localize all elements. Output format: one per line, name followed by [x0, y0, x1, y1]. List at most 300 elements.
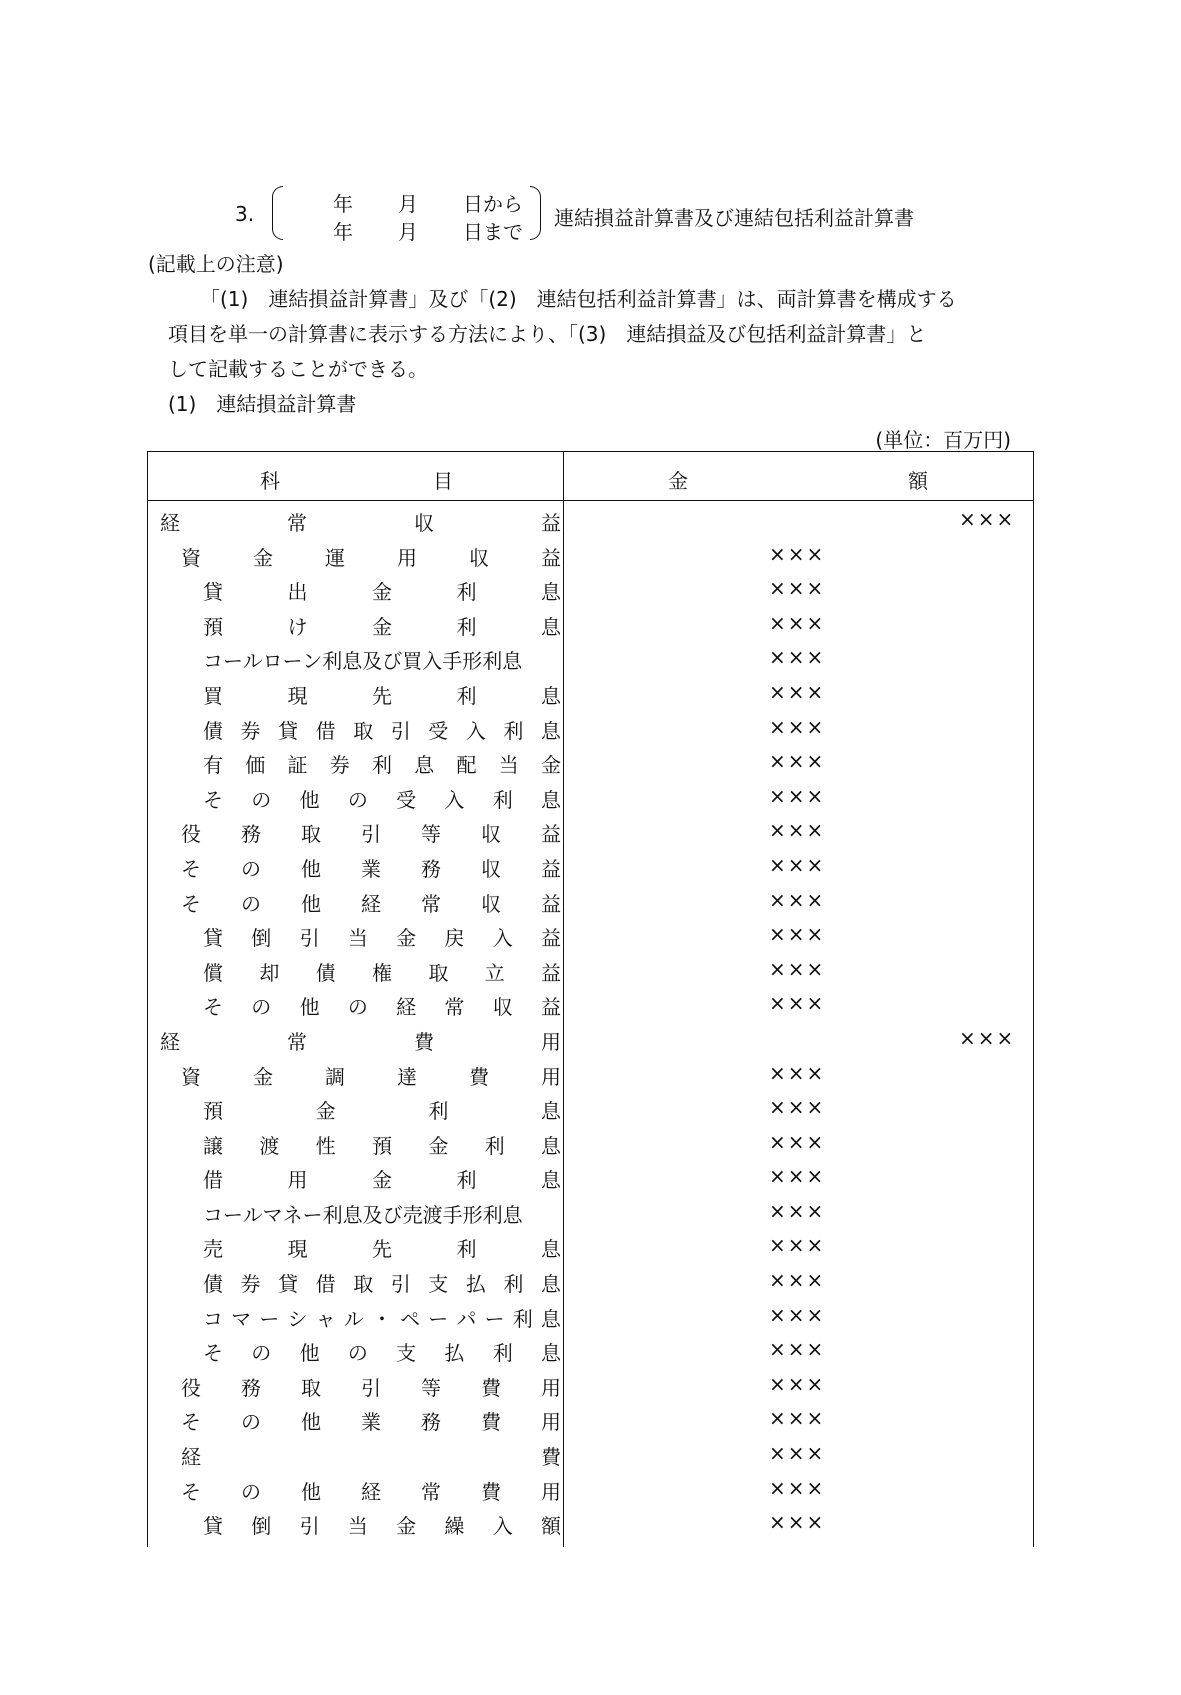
row-label-text: コールローン利息及び買入手形利息 [203, 649, 523, 674]
table-body [148, 504, 1033, 1542]
row-label-char: 費 [469, 1064, 489, 1089]
row-label-char: 額 [540, 1514, 561, 1539]
period-from-month: 月 [398, 192, 418, 216]
row-label-char: そ [181, 891, 201, 916]
row-label-char: 用 [397, 545, 417, 570]
row-label-char: 息 [540, 1133, 561, 1158]
row-label-char: 常 [421, 891, 441, 916]
row-label-char: 益 [540, 995, 561, 1020]
table-row [148, 1230, 1033, 1265]
table-row [148, 919, 1033, 954]
row-amount-detail: ××× [769, 1164, 826, 1189]
row-label-char: 引 [361, 822, 381, 847]
row-label [181, 818, 561, 847]
row-label-char: 取 [353, 1272, 374, 1297]
row-amount-detail: ××× [769, 852, 826, 877]
row-label-char: 取 [301, 822, 321, 847]
row-label-char: 債 [315, 960, 336, 985]
row-label-char: 金 [396, 1514, 417, 1539]
row-label [203, 1510, 561, 1539]
notes-line-1: 「(1) 連結損益計算書」及び「(2) 連結包括利益計算書」は、両計算書を構成する [200, 287, 957, 311]
row-label-char: 利 [456, 1237, 477, 1262]
row-label [203, 611, 561, 640]
row-label-char: 金 [428, 1133, 449, 1158]
row-label-char: 達 [397, 1064, 417, 1089]
row-label-char: 支 [396, 1341, 417, 1366]
table-row [148, 1161, 1033, 1196]
row-label-char: 取 [301, 1375, 321, 1400]
table-row [148, 504, 1033, 539]
row-amount-detail: ××× [769, 1337, 826, 1362]
header-amount-1: 金 [668, 469, 688, 493]
row-label-char: 利 [428, 1099, 449, 1124]
row-label-char: 調 [325, 1064, 345, 1089]
row-label-char: の [251, 787, 272, 812]
table-row [148, 746, 1033, 781]
row-label-char: 益 [541, 822, 561, 847]
row-label-char: 引 [299, 1514, 320, 1539]
row-label-char: 他 [299, 787, 320, 812]
row-label-char: の [347, 995, 368, 1020]
row-label-char: 息 [540, 1099, 561, 1124]
row-label-char: 利 [512, 1306, 533, 1331]
row-label-char: 預 [203, 1099, 223, 1124]
row-label-char: 等 [421, 1375, 441, 1400]
row-label-char: 金 [253, 545, 273, 570]
row-label-char: 現 [287, 683, 308, 708]
row-label-char: 収 [492, 995, 513, 1020]
row-label-char: 支 [428, 1272, 449, 1297]
table-row [148, 1127, 1033, 1162]
table-row [148, 1507, 1033, 1542]
row-label-char: 益 [541, 545, 561, 570]
row-label-char: 売 [203, 1237, 223, 1262]
row-label [203, 1337, 561, 1366]
row-label-char: け [287, 614, 308, 639]
row-label-char: パ [456, 1306, 477, 1331]
row-label-char: 等 [421, 822, 441, 847]
row-amount-detail: ××× [769, 1441, 826, 1466]
row-label [181, 1406, 561, 1435]
period-from-row [288, 188, 533, 214]
row-label-char: 価 [245, 753, 266, 778]
unit-label: (単位：百万円) [875, 428, 1011, 452]
row-label [181, 853, 561, 882]
row-label-char: 利 [456, 1168, 477, 1193]
row-label-char: 払 [465, 1272, 486, 1297]
row-label-char: 息 [541, 1237, 561, 1262]
row-label-char: 他 [299, 995, 320, 1020]
row-label-char: 証 [287, 753, 308, 778]
row-label-char: そ [181, 1410, 201, 1435]
row-label-char: 債 [203, 1272, 223, 1297]
row-label-char: 益 [541, 511, 561, 535]
document-title: 連結損益計算書及び連結包括利益計算書 [554, 206, 914, 230]
row-label-char: の [241, 1479, 261, 1504]
row-amount-detail: ××× [769, 714, 826, 739]
income-statement-table [147, 451, 1034, 1547]
row-label-char: 利 [456, 683, 477, 708]
row-label-char: ル [343, 1306, 364, 1331]
row-label-char: 息 [541, 580, 561, 605]
row-label-char: 息 [414, 753, 435, 778]
row-amount-detail: ××× [769, 818, 826, 843]
row-amount-detail: ××× [769, 1233, 826, 1258]
row-label-char: 収 [481, 856, 501, 881]
notes-heading: (記載上の注意) [148, 252, 284, 276]
period-from-year: 年 [333, 192, 353, 216]
row-label [203, 991, 561, 1020]
table-row [148, 885, 1033, 920]
row-label-char: 経 [396, 995, 417, 1020]
row-label-char: 倒 [251, 1514, 272, 1539]
row-label-char: 役 [181, 1375, 201, 1400]
row-label-char: 他 [301, 891, 321, 916]
row-label-char: 用 [541, 1410, 561, 1435]
row-label-char: 業 [361, 1410, 381, 1435]
row-label [203, 922, 561, 951]
row-label-char: 常 [287, 511, 307, 535]
row-label [160, 1026, 561, 1055]
row-label [203, 715, 561, 744]
row-label-char: 金 [315, 1099, 336, 1124]
row-label-char: 用 [541, 1029, 561, 1054]
row-label-char: 務 [241, 1375, 261, 1400]
row-label-char: 用 [541, 1064, 561, 1089]
row-label [181, 1441, 561, 1470]
row-label-char: 息 [540, 1306, 561, 1331]
row-label-char: の [347, 787, 368, 812]
row-label-char: 他 [301, 1410, 321, 1435]
period-from-day: 日から [463, 192, 523, 216]
row-amount-detail: ××× [769, 887, 826, 912]
row-amount-detail: ××× [769, 1510, 826, 1535]
row-label-char: ・ [371, 1306, 392, 1331]
row-label-char: 費 [481, 1375, 501, 1400]
row-label-char: 買 [203, 683, 223, 708]
row-label-char: の [251, 995, 272, 1020]
table-row [148, 1438, 1033, 1473]
row-amount-detail: ××× [769, 1129, 826, 1154]
row-label [203, 1303, 561, 1332]
row-label [203, 1233, 561, 1262]
row-label-char: 入 [492, 926, 513, 951]
row-label-char: マ [231, 1306, 252, 1331]
table-row [148, 815, 1033, 850]
row-label-char: 益 [540, 926, 561, 951]
row-label-char: ペ [400, 1306, 421, 1331]
row-label-char: 常 [287, 1029, 307, 1054]
row-label-char: 貸 [203, 580, 223, 605]
table-row [148, 1023, 1033, 1058]
row-amount-total: ××× [959, 1025, 1016, 1050]
row-label [181, 1372, 561, 1401]
row-label-char: 貸 [203, 1514, 223, 1539]
row-amount-detail: ××× [769, 922, 826, 947]
row-label-char: 入 [465, 718, 486, 743]
header-amount-2: 額 [908, 469, 928, 493]
row-label-char: 引 [361, 1375, 381, 1400]
row-amount-detail: ××× [769, 1371, 826, 1396]
row-label-char: 受 [428, 718, 449, 743]
row-label-char: 金 [372, 580, 392, 605]
row-label-char: 受 [396, 787, 417, 812]
table-row [148, 573, 1033, 608]
row-label-char: 利 [372, 753, 392, 778]
row-amount-total: ××× [959, 507, 1016, 531]
row-label-char: 息 [541, 1168, 561, 1193]
row-amount-detail: ××× [769, 1060, 826, 1085]
row-label-char: 他 [301, 1479, 321, 1504]
row-label-char: 業 [361, 856, 381, 881]
row-label-char: 利 [503, 718, 524, 743]
section-number: 3. [235, 202, 255, 226]
row-label-char: 取 [428, 960, 449, 985]
row-label-char: 収 [481, 822, 501, 847]
row-amount-detail: ××× [769, 679, 826, 704]
row-label-char: そ [181, 856, 201, 881]
row-label-char: の [241, 856, 261, 881]
row-amount-detail: ××× [769, 1268, 826, 1293]
row-label-char: 益 [540, 960, 561, 985]
row-label-char: 当 [347, 1514, 368, 1539]
row-label-char: 権 [371, 960, 392, 985]
row-label [181, 1476, 561, 1505]
row-label-char: 益 [541, 891, 561, 916]
row-label-char: の [241, 891, 261, 916]
table-row [148, 539, 1033, 574]
row-label [181, 888, 561, 917]
row-label-char: の [241, 1410, 261, 1435]
row-label-char: 費 [481, 1410, 501, 1435]
row-amount-detail: ××× [769, 645, 826, 670]
row-label-char: ャ [315, 1306, 336, 1331]
row-label-char: 預 [371, 1133, 392, 1158]
row-label-char: 当 [498, 753, 519, 778]
row-label-char: 経 [160, 511, 180, 535]
row-label-char: 常 [444, 995, 465, 1020]
row-label-char: 譲 [203, 1133, 223, 1158]
row-label-char: 息 [541, 614, 561, 639]
row-amount-detail: ××× [769, 1302, 826, 1327]
row-label [203, 957, 561, 986]
row-label-char: 先 [372, 683, 392, 708]
row-label-char: そ [203, 787, 223, 812]
row-label-char: ー [484, 1306, 505, 1331]
row-label-char: 渡 [259, 1133, 280, 1158]
row-label-char: 他 [299, 1341, 320, 1366]
row-label [181, 1061, 561, 1090]
row-label-char: 券 [240, 718, 261, 743]
table-row [148, 1092, 1033, 1127]
row-label-char: そ [203, 1341, 223, 1366]
right-bracket [530, 186, 541, 240]
row-label-char: 戻 [444, 926, 465, 951]
row-amount-detail: ××× [769, 1406, 826, 1431]
row-amount-detail: ××× [769, 576, 826, 601]
row-label-char: 経 [181, 1445, 201, 1470]
row-label-char: 引 [390, 718, 411, 743]
row-label-char: 払 [444, 1341, 465, 1366]
row-label [160, 507, 561, 536]
row-label-char: 常 [421, 1479, 441, 1504]
table-row [148, 608, 1033, 643]
table-row [148, 1058, 1033, 1093]
row-label-char: 性 [315, 1133, 336, 1158]
row-label-char: の [251, 1341, 272, 1366]
row-label [203, 784, 561, 813]
row-label [203, 1164, 561, 1193]
header-item-2: 目 [433, 469, 453, 493]
row-label-char: 立 [484, 960, 505, 985]
row-label-char: 入 [444, 787, 465, 812]
row-label-char: 貸 [278, 718, 299, 743]
row-label [203, 1268, 561, 1297]
row-label-char: 入 [492, 1514, 513, 1539]
row-amount-detail: ××× [769, 991, 826, 1016]
table-row [148, 712, 1033, 747]
table-row [148, 642, 1033, 677]
notes-line-2: 項目を単一の計算書に表示する方法により、「(3) 連結損益及び包括利益計算書」と [168, 322, 927, 346]
row-label-char: 引 [390, 1272, 411, 1297]
row-label-char: 繰 [444, 1514, 465, 1539]
row-label-char: 務 [241, 822, 261, 847]
header-item-1: 科 [260, 469, 280, 493]
table-row [148, 1403, 1033, 1438]
row-label-char: の [347, 1341, 368, 1366]
row-amount-detail: ××× [769, 541, 826, 566]
row-amount-detail: ××× [769, 1198, 826, 1223]
row-amount-detail: ××× [769, 1095, 826, 1120]
row-label-char: 益 [541, 856, 561, 881]
row-label-text: コールマネー利息及び売渡手形利息 [203, 1202, 523, 1227]
row-label-char: 貸 [203, 926, 223, 951]
row-label-char: 先 [372, 1237, 392, 1262]
row-label-char: 償 [203, 960, 223, 985]
row-amount-detail: ××× [769, 783, 826, 808]
period-to-row [288, 216, 533, 242]
row-label-char: 用 [541, 1375, 561, 1400]
table-row [148, 1473, 1033, 1508]
row-label-char: 費 [414, 1029, 434, 1054]
row-label-char: 用 [541, 1479, 561, 1504]
row-label-char: ー [428, 1306, 449, 1331]
period-to-year: 年 [333, 220, 353, 244]
row-label-char: 借 [315, 1272, 336, 1297]
table-row [148, 1196, 1033, 1231]
row-label-char: 引 [299, 926, 320, 951]
row-label-char: 出 [287, 580, 308, 605]
row-label-char: 利 [492, 1341, 513, 1366]
row-label [203, 645, 561, 674]
row-label-char: 利 [456, 614, 477, 639]
row-label-char: 配 [456, 753, 477, 778]
row-label-char: 息 [540, 1341, 561, 1366]
header-divider [148, 500, 1033, 501]
row-label [203, 1095, 561, 1124]
row-label-char: ー [259, 1306, 280, 1331]
row-amount-detail: ××× [769, 749, 826, 774]
row-label-char: 役 [181, 822, 201, 847]
row-label-char: 金 [372, 614, 392, 639]
row-label-char: 息 [540, 718, 561, 743]
table-row [148, 1334, 1033, 1369]
row-label-char: 資 [181, 1064, 201, 1089]
row-label [203, 749, 561, 778]
row-label-char: 金 [396, 926, 417, 951]
row-label-char: 用 [287, 1168, 308, 1193]
row-label-char: 利 [492, 787, 513, 812]
row-label-char: そ [181, 1479, 201, 1504]
row-label [203, 1130, 561, 1159]
notes-line-3: して記載することができる。 [168, 357, 428, 381]
row-label [203, 1199, 561, 1228]
row-label-char: そ [203, 995, 223, 1020]
row-label-char: 券 [329, 753, 350, 778]
left-bracket [272, 186, 283, 240]
table-row [148, 988, 1033, 1023]
row-label-char: 取 [353, 718, 374, 743]
row-label-char: 息 [540, 787, 561, 812]
period-to-month: 月 [398, 220, 418, 244]
row-label-char: 収 [481, 891, 501, 916]
row-label-char: 経 [361, 1479, 381, 1504]
period-to-day: 日まで [463, 220, 523, 244]
table-row [148, 1300, 1033, 1335]
row-label-char: 収 [469, 545, 489, 570]
row-label-char: 務 [421, 1410, 441, 1435]
row-label-char: 券 [240, 1272, 261, 1297]
row-label-char: 他 [301, 856, 321, 881]
row-label-char: 息 [540, 1272, 561, 1297]
row-label-char: 有 [203, 753, 223, 778]
row-label-char: 利 [484, 1133, 505, 1158]
row-label-char: 倒 [251, 926, 272, 951]
row-label-char: 債 [203, 718, 223, 743]
row-label-char: 資 [181, 545, 201, 570]
table-row [148, 850, 1033, 885]
row-label [203, 680, 561, 709]
table-row [148, 1265, 1033, 1300]
row-label-char: 金 [253, 1064, 273, 1089]
row-label-char: 現 [287, 1237, 308, 1262]
row-label [203, 576, 561, 605]
row-label-char: コ [203, 1306, 223, 1331]
table-row [148, 677, 1033, 712]
row-label-char: 経 [361, 891, 381, 916]
row-label-char: シ [287, 1306, 308, 1331]
row-label-char: 務 [421, 856, 441, 881]
row-label-char: 金 [541, 753, 561, 778]
subsection-title: (1) 連結損益計算書 [168, 392, 357, 416]
row-label-char: 貸 [278, 1272, 299, 1297]
row-label-char: 当 [347, 926, 368, 951]
row-label-char: 借 [315, 718, 336, 743]
row-label [181, 542, 561, 571]
row-amount-detail: ××× [769, 956, 826, 981]
table-row [148, 1369, 1033, 1404]
row-label-char: 預 [203, 614, 223, 639]
row-label-char: 費 [541, 1445, 561, 1470]
row-label-char: 金 [372, 1168, 392, 1193]
row-label-char: 経 [160, 1029, 180, 1054]
row-label-char: 息 [541, 683, 561, 708]
row-label-char: 費 [481, 1479, 501, 1504]
row-label-char: 借 [203, 1168, 223, 1193]
row-amount-detail: ××× [769, 1475, 826, 1500]
row-label-char: 運 [325, 545, 345, 570]
row-label-char: 却 [259, 960, 280, 985]
